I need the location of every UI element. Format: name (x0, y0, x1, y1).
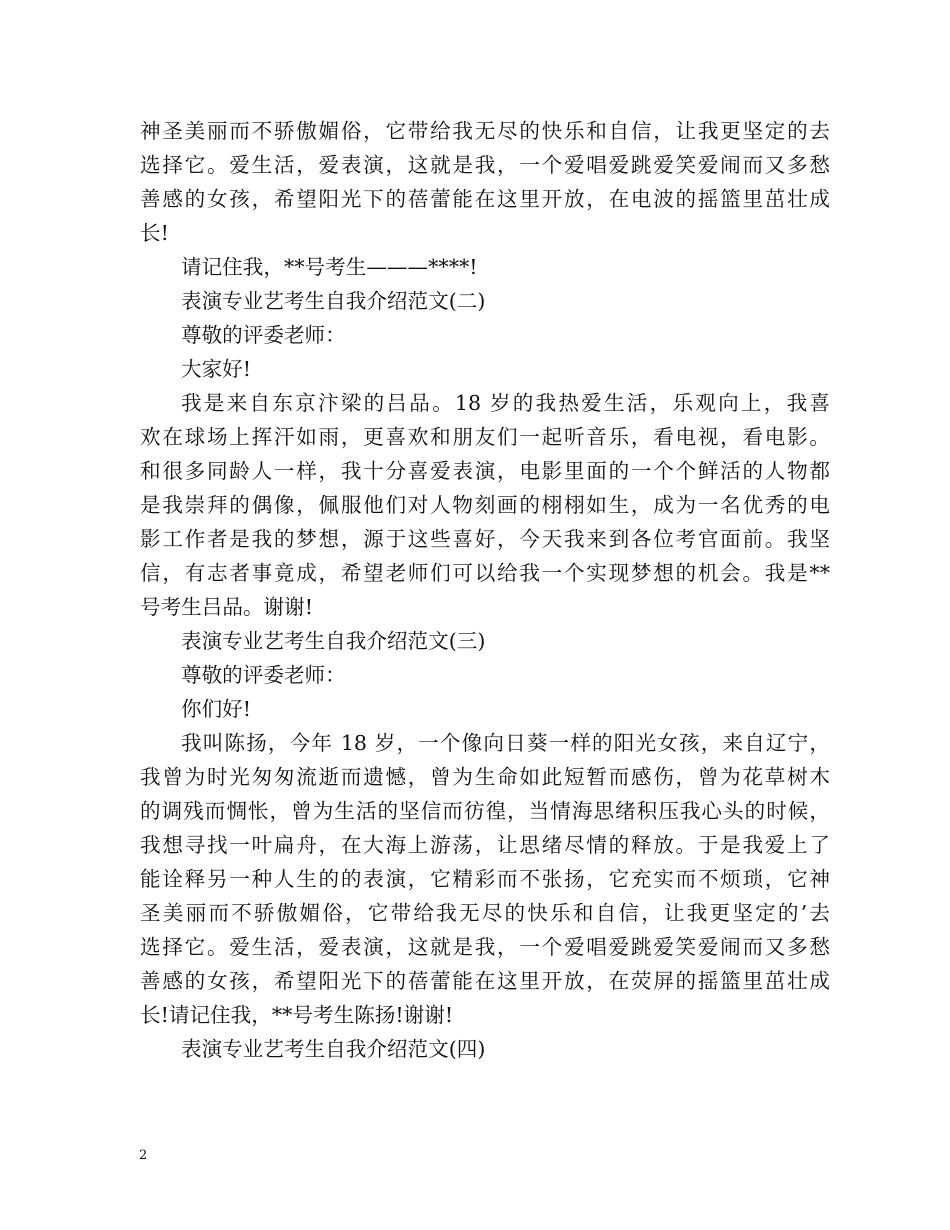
text-line: 长! (140, 221, 169, 245)
text-line: 善感的女孩，希望阳光下的蓓蕾能在这里开放，在电波的摇篮里茁壮成 (140, 187, 830, 211)
text-line: 和很多同龄人一样，我十分喜爱表演，电影里面的一个个鲜活的人物都 (140, 459, 830, 483)
document-body (140, 114, 830, 1066)
text-line: 的调残而惆怅，曾为生活的坚信而彷徨，当情海思绪积压我心头的时候， (140, 799, 830, 823)
text-line: 选择它。爱生活，爱表演，这就是我，一个爱唱爱跳爱笑爱闹而又多愁 (140, 935, 830, 959)
text-line: 信，有志者事竟成，希望老师们可以给我一个实现梦想的机会。我是** (140, 561, 830, 585)
text-line: 神圣美丽而不骄傲媚俗，它带给我无尽的快乐和自信，让我更坚定的去 (140, 119, 830, 143)
text-line: 表演专业艺考生自我介绍范文(四) (181, 1037, 486, 1061)
text-line: 表演专业艺考生自我介绍范文(三) (181, 629, 486, 653)
text-line: 你们好! (181, 697, 252, 721)
text-line: 我曾为时光匆匆流逝而遗憾，曾为生命如此短暂而感伤，曾为花草树木 (140, 765, 830, 789)
page-number: 2 (139, 1148, 148, 1163)
text-line: 善感的女孩，希望阳光下的蓓蕾能在这里开放，在荧屏的摇篮里茁壮成 (140, 969, 830, 993)
text-line: 尊敬的评委老师： (181, 663, 346, 687)
text-line: 号考生吕品。谢谢! (140, 595, 314, 619)
text-line: 我叫陈扬，今年 18 岁，一个像向日葵一样的阳光女孩，来自辽宁， (181, 731, 830, 755)
text-line: 长!请记住我，**号考生陈扬!谢谢! (140, 1003, 454, 1027)
text-line: 请记住我，**号考生———****! (181, 255, 478, 279)
text-line: 我想寻找一叶扁舟，在大海上游荡，让思绪尽情的释放。于是我爱上了 (140, 833, 830, 857)
text-line: 我是来自东京汴梁的吕品。18 岁的我热爱生活，乐观向上，我喜 (181, 391, 830, 415)
text-line: 尊敬的评委老师： (181, 323, 346, 347)
text-line: 欢在球场上挥汗如雨，更喜欢和朋友们一起听音乐，看电视，看电影。 (140, 425, 830, 449)
text-line: 圣美丽而不骄傲媚俗，它带给我无尽的快乐和自信，让我更坚定的’去 (140, 901, 830, 925)
text-line: 影工作者是我的梦想，源于这些喜好，今天我来到各位考官面前。我坚 (140, 527, 830, 551)
text-line: 表演专业艺考生自我介绍范文(二) (181, 289, 486, 313)
text-line: 能诠释另一种人生的的表演，它精彩而不张扬，它充实而不烦琐，它神 (140, 867, 830, 891)
text-line: 选择它。爱生活，爱表演，这就是我，一个爱唱爱跳爱笑爱闹而又多愁 (140, 153, 830, 177)
text-line: 大家好! (181, 357, 252, 381)
text-line: 是我崇拜的偶像，佩服他们对人物刻画的栩栩如生，成为一名优秀的电 (140, 493, 830, 517)
